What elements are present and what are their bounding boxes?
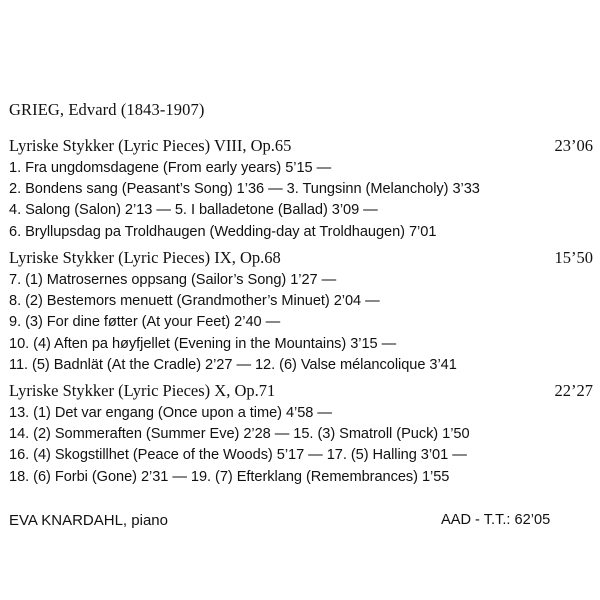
section-title: Lyriske Stykker (Lyric Pieces) X, Op.71 <box>9 381 276 400</box>
section-duration: 23’06 <box>554 136 593 155</box>
section-header <box>9 381 593 403</box>
track-line: 4. Salong (Salon) 2’13 — 5. I balladetone (Ballad) 3’09 — <box>9 202 378 219</box>
track-line: 9. (3) For dine føtter (At your Feet) 2’40 — <box>9 314 281 331</box>
section-header <box>9 248 593 270</box>
track-line: 7. (1) Matrosernes oppsang (Sailor’s Song) 1’27 — <box>9 272 337 288</box>
track-line: 1. Fra ungdomsdagene (From early years) 5’15 — <box>9 160 332 176</box>
section-title: Lyriske Stykker (Lyric Pieces) VIII, Op.65 <box>9 136 292 155</box>
section-duration: 15’50 <box>554 248 593 267</box>
composer-heading: GRIEG, Edvard (1843-1907) <box>9 100 205 119</box>
track-line: 11. (5) Badnlät (At the Cradle) 2’27 — 12. (6) Valse mélancolique 3’41 <box>9 356 457 373</box>
track-line: 14. (2) Sommeraften (Summer Eve) 2’28 — 15. (3) Smatroll (Puck) 1’50 <box>9 426 470 443</box>
section-op68 <box>9 248 593 376</box>
format-total-time: AAD - T.T.: 62’05 <box>441 512 551 528</box>
track-line: 6. Bryllupsdag pa Troldhaugen (Wedding-day at Troldhaugen) 7’01 <box>9 223 437 240</box>
track-line: 2. Bondens sang (Peasant’s Song) 1’36 — 3. Tungsinn (Melancholy) 3’33 <box>9 181 480 198</box>
track-line: 16. (4) Skogstillhet (Peace of the Woods) 5’17 — 17. (5) Halling 3’01 — <box>9 447 467 464</box>
section-op71 <box>9 381 593 488</box>
section-header <box>9 136 593 158</box>
track-line: 10. (4) Aften pa høyfjellet (Evening in the Mountains) 3’15 — <box>9 335 397 352</box>
section-title: Lyriske Stykker (Lyric Pieces) IX, Op.68 <box>9 248 281 267</box>
section-op65 <box>9 136 593 243</box>
section-duration: 22’27 <box>554 381 593 400</box>
track-line: 18. (6) Forbi (Gone) 2’31 — 19. (7) Efterklang (Remembrances) 1’55 <box>9 468 450 485</box>
track-line: 13. (1) Det var engang (Once upon a time) 4’58 — <box>9 405 332 421</box>
performer-credit: EVA KNARDAHL, piano <box>9 512 168 529</box>
footer <box>9 512 593 534</box>
track-line: 8. (2) Bestemors menuett (Grandmother’s Minuet) 2’04 — <box>9 293 380 310</box>
